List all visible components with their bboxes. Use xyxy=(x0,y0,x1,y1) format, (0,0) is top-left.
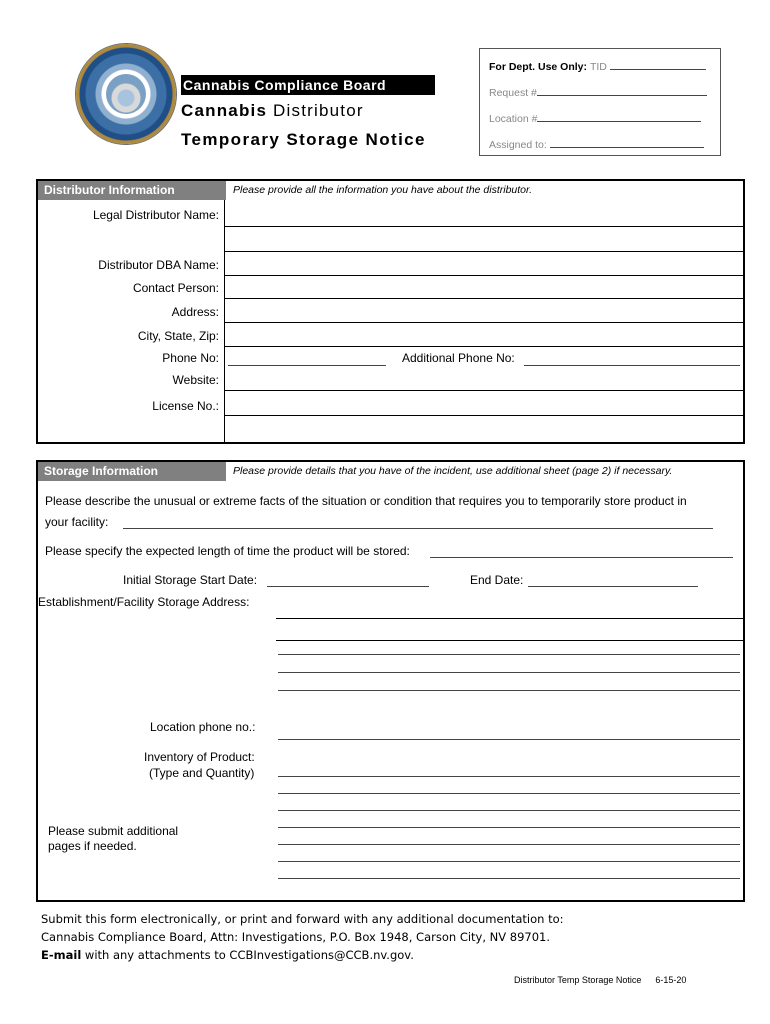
length-field[interactable] xyxy=(430,557,733,558)
additional-phone-label: Additional Phone No: xyxy=(402,351,515,365)
submission-instructions xyxy=(41,910,564,964)
form-name: Distributor Temp Storage Notice xyxy=(514,975,642,985)
dba-name-field[interactable] xyxy=(224,275,745,276)
distributor-section xyxy=(36,179,745,444)
license-label: License No.: xyxy=(152,399,219,413)
board-name: Cannabis Compliance Board xyxy=(181,75,435,95)
section-note: Please provide details that you have of the incident, use additional sheet (page 2) if necessary. xyxy=(233,465,673,477)
location-phone-field[interactable] xyxy=(278,739,740,740)
address-field[interactable] xyxy=(224,322,745,323)
footer-line-2: Cannabis Compliance Board, Attn: Investigations, P.O. Box 1948, Carson City, NV 89701. xyxy=(41,930,551,944)
dept-use-box xyxy=(479,48,721,156)
form-title: Cannabis Distributor xyxy=(181,101,364,120)
legal-name-field-2[interactable] xyxy=(224,251,745,252)
contact-field[interactable] xyxy=(224,298,745,299)
facility-address-field[interactable] xyxy=(276,618,745,619)
end-date-field[interactable] xyxy=(528,586,698,587)
end-date-label: End Date: xyxy=(470,573,524,587)
state-seal-logo xyxy=(76,44,176,144)
inventory-field[interactable] xyxy=(278,776,740,777)
tid-field[interactable]: For Dept. Use Only: TID xyxy=(489,59,706,73)
location-field[interactable]: Location # xyxy=(489,111,701,125)
length-label: Please specify the expected length of time the product will be stored: xyxy=(45,544,410,558)
legal-name-field[interactable] xyxy=(224,226,745,227)
website-label: Website: xyxy=(172,373,219,387)
form-subtitle: Temporary Storage Notice xyxy=(181,130,426,149)
request-field[interactable]: Request # xyxy=(489,85,707,99)
additional-phone-field[interactable] xyxy=(524,365,740,366)
section-note: Please provide all the information you have about the distributor. xyxy=(233,184,533,196)
city-field[interactable] xyxy=(224,346,745,347)
submit-note: Please submit additional xyxy=(48,824,179,838)
inventory-field-3[interactable] xyxy=(278,810,740,811)
footer-line-3: E-mail with any attachments to CCBInvestigations@CCB.nv.gov. xyxy=(41,948,414,962)
describe-field[interactable] xyxy=(123,528,713,529)
form-date: 6-15-20 xyxy=(655,975,687,985)
inventory-field-6[interactable] xyxy=(278,861,740,862)
contact-label: Contact Person: xyxy=(132,281,219,295)
assigned-field[interactable]: Assigned to: xyxy=(489,137,704,151)
website-field[interactable] xyxy=(224,390,745,391)
footer-line-1: Submit this form electronically, or print and forward with any additional documentation to: xyxy=(41,912,564,926)
city-label: City, State, Zip: xyxy=(137,329,219,343)
inventory-field-2[interactable] xyxy=(278,793,740,794)
legal-name-label: Legal Distributor Name: xyxy=(92,208,219,222)
form-identifier xyxy=(514,975,686,985)
section-heading: Storage Information xyxy=(38,462,226,481)
address-label: Address: xyxy=(171,305,219,319)
facility-address-field-2[interactable] xyxy=(276,640,745,641)
start-date-label: Initial Storage Start Date: xyxy=(123,573,258,587)
submit-note-2: pages if needed. xyxy=(48,839,137,853)
section-heading: Distributor Information xyxy=(38,181,226,200)
facility-address-field-3[interactable] xyxy=(278,654,740,655)
start-date-field[interactable] xyxy=(267,586,429,587)
inventory-field-4[interactable] xyxy=(278,827,740,828)
location-phone-label: Location phone no.: xyxy=(150,720,256,734)
facility-address-label: Establishment/Facility Storage Address: xyxy=(38,595,250,609)
inventory-label: Inventory of Product: xyxy=(144,750,255,764)
inventory-field-5[interactable] xyxy=(278,844,740,845)
describe-label-2: your facility: xyxy=(45,515,109,529)
phone-label: Phone No: xyxy=(162,351,219,365)
inventory-field-7[interactable] xyxy=(278,878,740,879)
facility-address-field-4[interactable] xyxy=(278,672,740,673)
phone-field[interactable] xyxy=(228,365,386,366)
inventory-label-2: (Type and Quantity) xyxy=(149,766,255,780)
facility-address-field-5[interactable] xyxy=(278,690,740,691)
license-field[interactable] xyxy=(224,415,745,416)
describe-label: Please describe the unusual or extreme facts of the situation or condition that requires you to temporarily store product in xyxy=(45,494,687,508)
storage-section xyxy=(36,460,745,902)
dba-name-label: Distributor DBA Name: xyxy=(98,258,219,272)
